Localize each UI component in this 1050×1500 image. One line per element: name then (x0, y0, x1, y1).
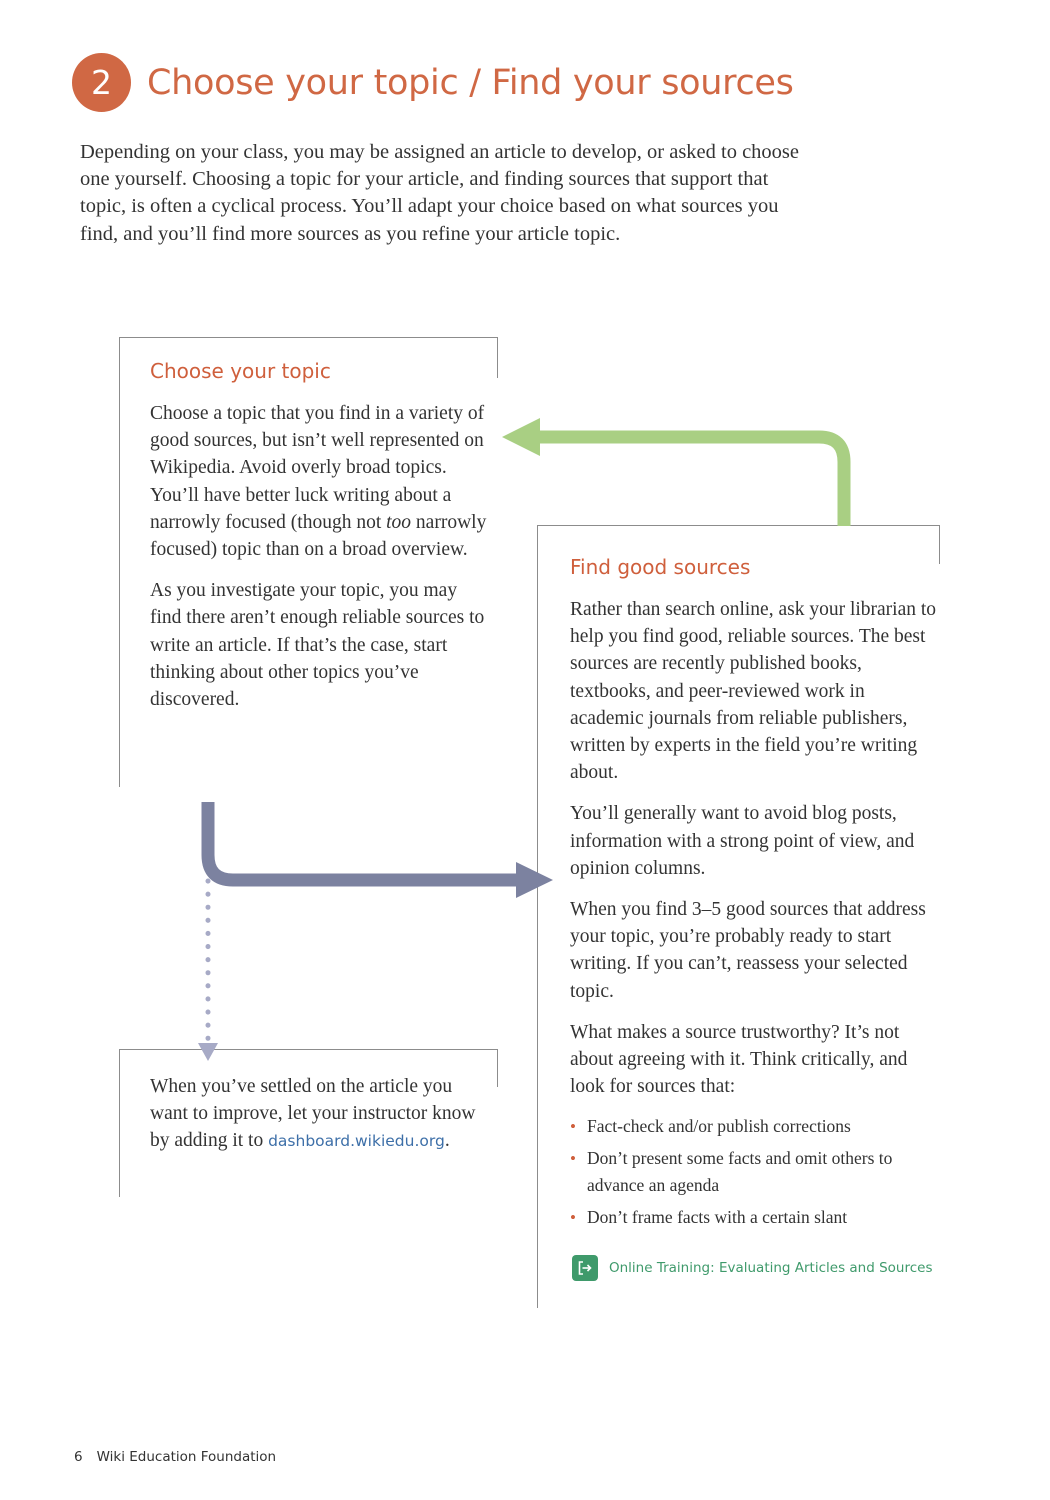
list-item-text: Don’t frame facts with a certain slant (587, 1207, 848, 1228)
list-item (570, 1113, 938, 1140)
choose-topic-text-end: narrowly focused) topic than on a broad overview. (150, 511, 487, 561)
settled-text: When you’ve settled on the article you want to improve, let your instructor know by adding it to (150, 1076, 476, 1152)
find-sources-paragraph-3: When you find 3–5 good sources that address your topic, you’re probably ready to start writing. If you can’t, reassess your selected topic. (570, 899, 926, 1002)
green-arrowhead (502, 418, 540, 456)
emphasis-too: too (386, 511, 412, 533)
trustworthy-criteria-list (570, 1113, 938, 1231)
find-sources-paragraph-2: You’ll generally want to avoid blog posts, information with a strong point of view, and opinion columns. (570, 803, 915, 879)
online-training-label[interactable]: Online Training: Evaluating Articles and Sources (609, 1260, 933, 1276)
list-item-text: Fact-check and/or publish corrections (587, 1116, 851, 1137)
find-sources-heading: Find good sources (570, 555, 751, 579)
intro-paragraph: Depending on your class, you may be assigned an article to develop, or asked to choose one yourself. Choosing a topic for your article, and finding sources that support that topic, is often a cyclical process. You’ll adapt your choice based on what sources you find, and you’ll find more sources as you refine your article topic. (80, 141, 800, 245)
blue-arrowhead (516, 862, 553, 898)
settled-paragraph (150, 1073, 490, 1156)
find-sources-box (570, 554, 938, 1231)
online-training-link[interactable] (572, 1255, 933, 1281)
bullet-icon: • (570, 1149, 576, 1169)
choose-topic-box (150, 358, 490, 713)
choose-topic-text: Choose a topic that you find in a variety of good sources, but isn’t well represented on Wikipedia. Avoid overly broad topics. You’ll have better luck writing about a narrowly focused (though not (150, 403, 485, 533)
bullet-icon: • (570, 1117, 576, 1137)
dashboard-link[interactable]: dashboard.wikiedu.org (268, 1132, 445, 1151)
choose-topic-paragraph-1 (150, 400, 490, 563)
find-sources-paragraph-4: What makes a source trustworthy? It’s not about agreeing with it. Think critically, and look for sources that: (570, 1021, 908, 1098)
footer-org: Wiki Education Foundation (96, 1449, 277, 1465)
settled-period: . (444, 1130, 450, 1152)
list-item (570, 1204, 938, 1231)
choose-topic-heading: Choose your topic (150, 359, 331, 383)
settled-box (150, 1073, 490, 1156)
choose-topic-paragraph-2: As you investigate your topic, you may find there aren’t enough reliable sources to write an article. If that’s the case, start thinking about other topics you’ve discovered. (150, 580, 485, 711)
list-item (570, 1145, 938, 1199)
external-link-icon (572, 1255, 598, 1281)
dotted-arrowhead (198, 1043, 218, 1061)
bullet-icon: • (570, 1208, 576, 1228)
step-number-badge: 2 (72, 53, 131, 112)
green-cycle-arrow-line (535, 437, 844, 526)
find-sources-paragraph-1: Rather than search online, ask your librarian to help you find good, reliable sources. The best sources are recently published books, textbooks, and peer-reviewed work in academic journals from reliable publishers, written by experts in the field you’re writing about. (570, 599, 937, 784)
page-number: 6 (74, 1449, 83, 1465)
blue-flow-arrow-line (208, 802, 520, 880)
page-footer (74, 1449, 276, 1465)
list-item-text: Don’t present some facts and omit others to advance an agenda (587, 1148, 893, 1196)
page-title: Choose your topic / Find your sources (147, 63, 794, 103)
